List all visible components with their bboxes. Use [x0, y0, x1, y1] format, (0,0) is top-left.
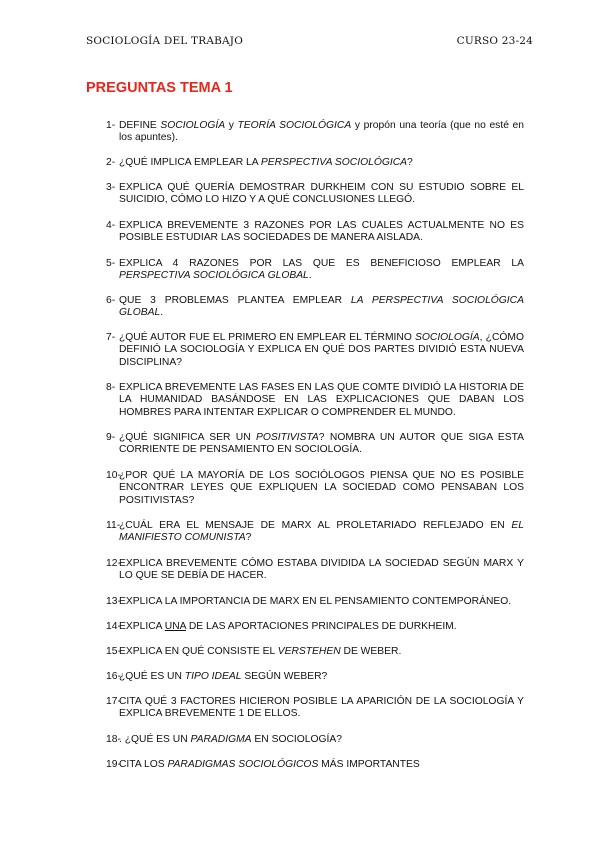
question-number: 14-: [106, 621, 121, 632]
question-number: 13-: [106, 596, 121, 607]
question-number: 8-: [106, 382, 116, 393]
header-course-year: CURSO 23-24: [456, 35, 533, 47]
question-item: [86, 332, 524, 369]
question-text: ¿QUÉ IMPLICA EMPLEAR LA PERSPECTIVA SOCIOLÓGICA?: [119, 157, 413, 168]
question-text: EXPLICA LA IMPORTANCIA DE MARX EN EL PENSAMIENTO CONTEMPORÁNEO.: [119, 596, 512, 607]
question-text: CITA QUÉ 3 FACTORES HICIERON POSIBLE LA APARICIÓN DE LA SOCIOLOGÍA Y EXPLICA BREVEMENTE 1 DE ELLOS.: [119, 696, 524, 720]
question-item: [86, 520, 524, 545]
question-number: 9-: [106, 432, 116, 443]
question-number: 18-: [106, 734, 121, 745]
question-item: [86, 596, 524, 608]
question-text: DEFINE SOCIOLOGÍA y TEORÍA SOCIOLÓGICA y propón una teoría (que no esté en los apuntes).: [119, 120, 525, 144]
question-item: [86, 621, 524, 633]
question-number: 1-: [106, 120, 116, 131]
question-text: ¿POR QUÉ LA MAYORÍA DE LOS SOCIÓLOGOS PIENSA QUE NO ES POSIBLE ENCONTRAR LEYES QUE EXPLIQUEN LA SOCIEDAD COMO PENSABAN LOS POSITIVISTAS?: [119, 470, 524, 506]
question-text: CITA LOS PARADIGMAS SOCIOLÓGICOS MÁS IMPORTANTES: [119, 759, 420, 770]
question-text: ¿QUÉ SIGNIFICA SER UN POSITIVISTA? NOMBRA UN AUTOR QUE SIGA ESTA CORRIENTE DE PENSAMIENTO EN SOCIOLOGÍA.: [119, 432, 524, 456]
question-item: [86, 432, 524, 457]
question-item: [86, 120, 524, 145]
question-item: [86, 558, 524, 583]
question-number: 3-: [106, 182, 116, 193]
header-course-name: SOCIOLOGÍA DEL TRABAJO: [86, 35, 244, 47]
question-item: [86, 295, 524, 320]
question-item: [86, 646, 524, 658]
question-item: [86, 734, 524, 746]
question-number: 4-: [106, 220, 116, 231]
question-text: EXPLICA BREVEMENTE LAS FASES EN LAS QUE COMTE DIVIDIÓ LA HISTORIA DE LA HUMANIDAD BASÁNDOSE EN LAS EXPLICACIONES QUE DABAN LOS HOMBRES PARA INTENTAR EXPLICAR O COMPRENDER EL MUNDO.: [119, 382, 524, 418]
question-item: [86, 696, 524, 721]
question-text: EXPLICA BREVEMENTE 3 RAZONES POR LAS CUALES ACTUALMENTE NO ES POSIBLE ESTUDIAR LAS SOCIEDADES DE MANERA AISLADA.: [119, 220, 524, 244]
question-item: [86, 220, 524, 245]
question-number: 2-: [106, 157, 116, 168]
question-number: 15-: [106, 646, 121, 657]
question-item: [86, 258, 524, 283]
question-text: QUE 3 PROBLEMAS PLANTEA EMPLEAR LA PERSPECTIVA SOCIOLÓGICA GLOBAL.: [119, 295, 524, 319]
question-text: EXPLICA EN QUÉ CONSISTE EL VERSTEHEN DE WEBER.: [119, 646, 402, 657]
question-text: ¿QUÉ AUTOR FUE EL PRIMERO EN EMPLEAR EL TÉRMINO SOCIOLOGÍA, ¿CÓMO DEFINIÓ LA SOCIOLOGÍA Y EXPLICA EN QUÉ DOS PARTES DIVIDIÓ ESTA NUEVA DISCIPLINA?: [119, 332, 524, 368]
question-text: . ¿QUÉ ES UN PARADIGMA EN SOCIOLOGÍA?: [119, 734, 342, 745]
question-number: 11-: [106, 520, 121, 531]
question-number: 6-: [106, 295, 116, 306]
question-number: 12-: [106, 558, 121, 569]
question-text: EXPLICA BREVEMENTE CÓMO ESTABA DIVIDIDA LA SOCIEDAD SEGÚN MARX Y LO QUE SE DEBÍA DE HACER.: [119, 558, 524, 582]
question-number: 19-: [106, 759, 121, 770]
question-item: [86, 759, 524, 771]
question-text: EXPLICA 4 RAZONES POR LAS QUE ES BENEFICIOSO EMPLEAR LA PERSPECTIVA SOCIOLÓGICA GLOBAL.: [119, 258, 524, 282]
question-text: ¿CUÁL ERA EL MENSAJE DE MARX AL PROLETARIADO REFLEJADO EN EL MANIFIESTO COMUNISTA?: [119, 520, 524, 544]
question-number: 17-: [106, 696, 121, 707]
question-item: [86, 382, 524, 419]
question-number: 5-: [106, 258, 116, 269]
question-number: 10-: [106, 470, 121, 481]
question-item: [86, 182, 524, 207]
page-title: PREGUNTAS TEMA 1: [86, 80, 233, 96]
question-text: ¿QUÉ ES UN TIPO IDEAL SEGÚN WEBER?: [119, 671, 328, 682]
question-item: [86, 671, 524, 683]
question-item: [86, 157, 524, 169]
question-item: [86, 470, 524, 507]
question-number: 16-: [106, 671, 121, 682]
question-text: EXPLICA QUÉ QUERÍA DEMOSTRAR DURKHEIM CON SU ESTUDIO SOBRE EL SUICIDIO, CÓMO LO HIZO Y A QUÉ CONCLUSIONES LLEGÓ.: [119, 182, 524, 206]
question-number: 7-: [106, 332, 116, 343]
question-text: EXPLICA UNA DE LAS APORTACIONES PRINCIPALES DE DURKHEIM.: [119, 621, 457, 632]
